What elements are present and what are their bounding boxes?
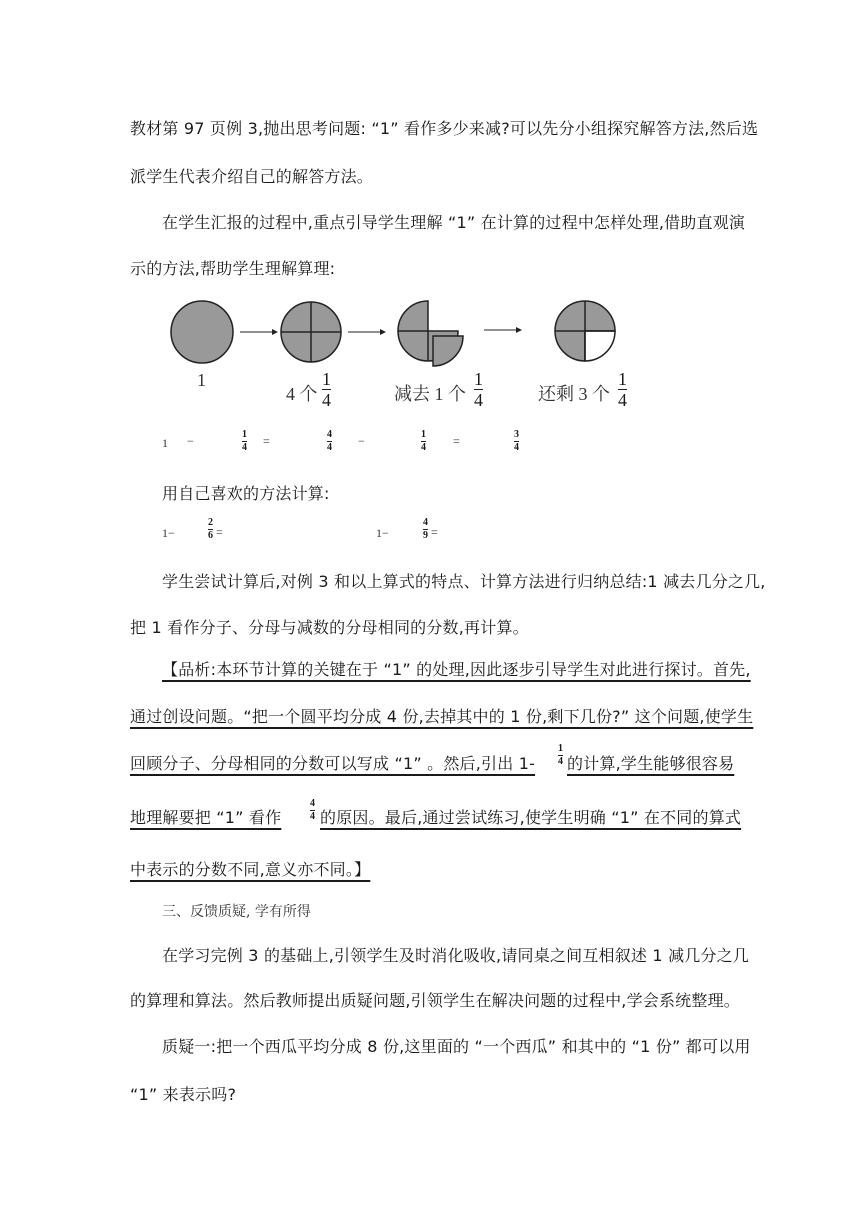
paragraph-1-line-1: 教材第 97 页例 3,抛出思考问题: “1” 看作多少来减?可以先分小组探究解答方法,然后选 <box>130 119 759 138</box>
equation-equals: = <box>263 434 270 448</box>
fraction-denominator: 4 <box>322 390 331 410</box>
circle-quartered <box>281 302 341 362</box>
fraction-numerator: 1 <box>474 369 483 389</box>
paragraph-6-line-1: 质疑一:把一个西瓜平均分成 8 份,这里面的 “一个西瓜” 和其中的 “1 份” 都可以用 <box>162 1037 751 1056</box>
equation-minus: − <box>358 434 365 448</box>
fraction-numerator: 4 <box>423 517 428 528</box>
equation-fraction-1 <box>242 430 247 453</box>
fraction-denominator: 4 <box>514 442 519 453</box>
circle-quarter-removed <box>398 301 463 366</box>
paragraph-3: 用自己喜欢的方法计算: <box>162 484 330 503</box>
fraction-numerator: 1 <box>558 743 563 754</box>
equation-fraction-3 <box>421 430 426 453</box>
fraction-denominator: 4 <box>474 390 483 410</box>
paragraph-6-line-2: “1” 来表示吗? <box>130 1085 237 1104</box>
label-remaining-prefix: 还剩 3 个 <box>538 384 610 404</box>
label-four-quarters-fraction <box>322 370 331 409</box>
equation-fraction-2 <box>327 430 332 453</box>
fraction-denominator: 9 <box>423 530 428 541</box>
fraction-denominator: 4 <box>618 390 627 410</box>
analysis-line-4-start: 地理解要把 “1” 看作 <box>130 808 282 827</box>
exercise-1-equals: = <box>216 525 223 539</box>
fraction-denominator: 4 <box>327 442 332 453</box>
fraction-denominator: 4 <box>242 442 247 453</box>
fraction-numerator: 2 <box>208 517 213 528</box>
analysis-line-5: 中表示的分数不同,意义亦不同。】 <box>130 860 371 879</box>
fraction-numerator: 1 <box>322 369 331 389</box>
fraction-numerator: 4 <box>310 798 315 809</box>
circle-three-quarters <box>555 301 615 361</box>
paragraph-5-line-2: 的算理和算法。然后教师提出质疑问题,引领学生在解决问题的过程中,学会系统整理。 <box>130 991 740 1010</box>
fraction-numerator: 4 <box>327 429 332 440</box>
label-subtract-one-fraction <box>474 370 483 409</box>
arrow-3 <box>484 327 522 333</box>
fraction-numerator: 1 <box>618 369 627 389</box>
circle-whole <box>171 301 233 363</box>
fraction-numerator: 1 <box>421 429 426 440</box>
analysis-line-3-start: 回顾分子、分母相同的分数可以写成 “1” 。然后,引出 1- <box>130 754 536 773</box>
paragraph-5-line-1: 在学习完例 3 的基础上,引领学生及时消化吸收,请同桌之间互相叙述 1 减几分之几 <box>162 946 750 965</box>
fraction-denominator: 4 <box>421 442 426 453</box>
analysis-inline-fraction-1 <box>558 744 563 767</box>
analysis-line-4-end: 的原因。最后,通过尝试练习,使学生明确 “1” 在不同的算式 <box>320 808 742 827</box>
analysis-line-3-end: 的计算,学生能够很容易 <box>567 754 735 773</box>
equation-equals: = <box>453 434 460 448</box>
paragraph-2-line-1: 在学生汇报的过程中,重点引导学生理解 “1” 在计算的过程中怎样处理,借助直观演 <box>162 213 746 232</box>
fraction-numerator: 3 <box>514 429 519 440</box>
label-one: 1 <box>197 370 206 390</box>
equation-fraction-4 <box>514 430 519 453</box>
arrow-2 <box>348 329 386 335</box>
exercise-2-prefix: 1− <box>376 526 389 540</box>
fraction-numerator: 1 <box>242 429 247 440</box>
label-four-quarters-prefix: 4 个 <box>286 384 318 404</box>
paragraph-4-line-1: 学生尝试计算后,对例 3 和以上算式的特点、计算方法进行归纳总结:1 减去几分之几, <box>162 572 766 591</box>
analysis-inline-fraction-2 <box>310 799 315 822</box>
analysis-line-1: 【品析:本环节计算的关键在于 “1” 的处理,因此逐步引导学生对此进行探讨。首先, <box>162 660 751 679</box>
exercise-1-prefix: 1− <box>162 526 175 540</box>
section-title: 三、反馈质疑, 学有所得 <box>162 904 311 920</box>
equation-one: 1 <box>162 436 168 450</box>
paragraph-4-line-2: 把 1 看作分子、分母与减数的分母相同的分数,再计算。 <box>130 618 529 637</box>
arrow-1 <box>240 329 278 335</box>
fraction-denominator: 6 <box>208 530 213 541</box>
equation-minus: − <box>187 434 194 448</box>
exercise-2-equals: = <box>431 525 438 539</box>
exercise-2-fraction <box>423 518 428 541</box>
fraction-denominator: 4 <box>558 756 563 767</box>
label-remaining-fraction <box>618 370 627 409</box>
label-subtract-one-prefix: 减去 1 个 <box>394 384 466 404</box>
fraction-denominator: 4 <box>310 811 315 822</box>
paragraph-1-line-2: 派学生代表介绍自己的解答方法。 <box>130 167 374 186</box>
exercise-1-fraction <box>208 518 213 541</box>
analysis-line-2: 通过创设问题。“把一个圆平均分成 4 份,去掉其中的 1 份,剩下几份?” 这个问题,使学生 <box>130 707 754 726</box>
paragraph-2-line-2: 示的方法,帮助学生理解算理: <box>130 259 336 278</box>
